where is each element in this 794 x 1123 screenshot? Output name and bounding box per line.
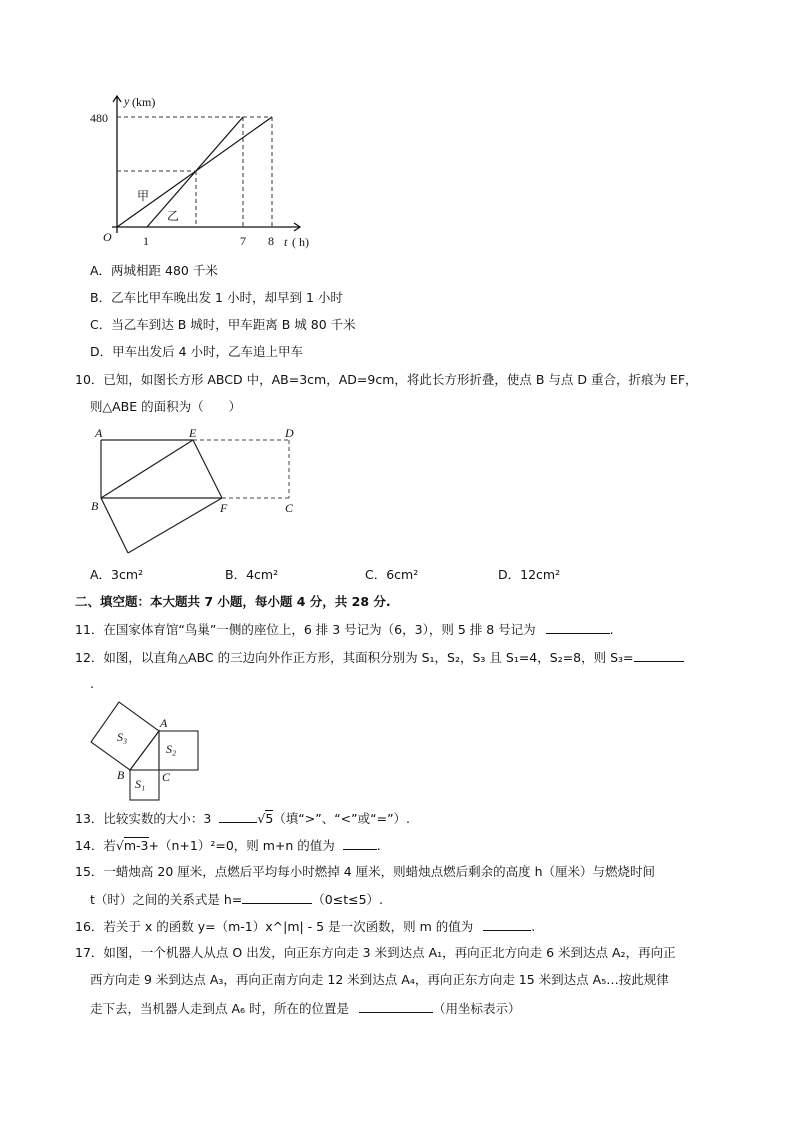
x-tick-7: 7 [240, 234, 246, 248]
q13-radicand: 5 [265, 811, 274, 826]
q12-text: 12．如图，以直角△ABC 的三边向外作正方形，其面积分别为 S₁，S₂，S₃ 且 S₁=4，S₂=8，则 S₃= [75, 650, 634, 665]
q12-end: . [90, 676, 94, 691]
q9-option-b: B．乙车比甲车晚出发 1 小时，却早到 1 小时 [90, 290, 343, 305]
point-b-label: B [117, 768, 125, 782]
q10-option-c: C．6cm² [365, 567, 419, 582]
q10-option-d: D．12cm² [498, 567, 561, 582]
q16-stem [75, 918, 535, 935]
q14-text-post: +（n+1）²=0，则 m+n 的值为 [148, 838, 335, 853]
q16-end: . [531, 919, 536, 934]
q16-text: 16．若关于 x 的函数 y=（m-1）x^|m| - 5 是一次函数，则 m 的值为 [75, 919, 474, 934]
series-label-yi: 乙 [167, 209, 180, 223]
q14-radicand: m-3 [123, 838, 149, 853]
q17-stem-line1: 17．如图，一个机器人从点 O 出发，向正东方向走 3 米到达点 A₁，再向正北方向走 6 米到达点 A₂，再向正 [75, 945, 676, 960]
x-axis-unit: ( h) [292, 235, 309, 249]
q15-text-pre: t（时）之间的关系式是 h= [90, 892, 243, 907]
series-label-jia: 甲 [137, 189, 150, 203]
point-c-label: C [162, 770, 171, 784]
q17-text-post: （用坐标表示） [433, 1001, 521, 1016]
q10-stem-line2: 则△ABE 的面积为（ ） [90, 399, 242, 414]
q11-text: 11．在国家体育馆“鸟巢”一侧的座位上，6 排 3 号记为（6，3），则 5 排 8 号记为 [75, 622, 536, 637]
y-axis-label: y [124, 94, 130, 108]
q14-stem [75, 837, 381, 854]
s1-label: S₁ [135, 777, 146, 791]
q14-text-pre: 14．若 [75, 838, 116, 853]
q15-stem-line2 [90, 891, 383, 908]
origin-label: O [103, 230, 112, 244]
q10-stem-line1: 10．已知，如图长方形 ABCD 中，AB=3cm，AD=9cm，将此长方形折叠，使点 B 与点 D 重合，折痕为 EF， [75, 372, 698, 387]
q9-option-d: D．甲车出发后 4 小时，乙车追上甲车 [90, 344, 304, 359]
q17-answer-blank[interactable] [359, 1000, 433, 1013]
x-axis-label: t [284, 235, 288, 249]
y-tick-480: 480 [90, 111, 108, 125]
q15-answer-blank[interactable] [242, 891, 312, 904]
x-tick-8: 8 [268, 234, 274, 248]
section-2-title: 二、填空题：本大题共 7 小题，每小题 4 分，共 28 分. [75, 594, 391, 609]
q17-text-pre: 走下去，当机器人走到点 A₆ 时，所在的位置是 [90, 1001, 350, 1016]
q17-stem-line2: 西方向走 9 米到达点 A₃，再向正南方向走 12 米到达点 A₄，再向正东方向走 15 米到达点 A₅…按此规律 [90, 972, 669, 987]
sqrt-icon: √ [257, 811, 266, 826]
sqrt-icon: √ [115, 838, 124, 853]
point-f-label: F [220, 501, 228, 515]
q17-stem-line3 [90, 1000, 521, 1017]
point-b-label: B [91, 499, 99, 513]
q11-end: . [609, 622, 614, 637]
point-c-label: C [285, 501, 294, 515]
q13-stem [75, 810, 410, 827]
q9-option-a: A．两城相距 480 千米 [90, 263, 218, 278]
y-axis-unit: (km) [132, 95, 156, 109]
q10-option-a: A．3cm² [90, 567, 144, 582]
point-d-label: D [285, 426, 294, 440]
q9-option-c: C．当乙车到达 B 城时，甲车距离 B 城 80 千米 [90, 317, 356, 332]
q15-text-post: （0≤t≤5）. [312, 892, 384, 907]
point-a-label: A [95, 426, 103, 440]
s2-label: S₂ [166, 742, 177, 756]
q16-answer-blank[interactable] [483, 918, 531, 931]
q10-option-b: B．4cm² [225, 567, 279, 582]
point-e-label: E [189, 426, 197, 440]
q14-answer-blank[interactable] [343, 837, 377, 850]
q15-stem-line1: 15．一蜡烛高 20 厘米，点燃后平均每小时燃掉 4 厘米，则蜡烛点燃后剩余的高度 h（厘米）与燃烧时间 [75, 864, 656, 879]
s3-label: S₃ [117, 730, 128, 744]
q13-text: 13．比较实数的大小：3 [75, 811, 212, 826]
q14-end: . [376, 838, 381, 853]
q13-hint: （填“>”、“<”或“=”）. [273, 811, 411, 826]
q13-answer-blank[interactable] [219, 810, 257, 823]
x-tick-1: 1 [143, 234, 149, 248]
point-a-label: A [160, 716, 168, 730]
